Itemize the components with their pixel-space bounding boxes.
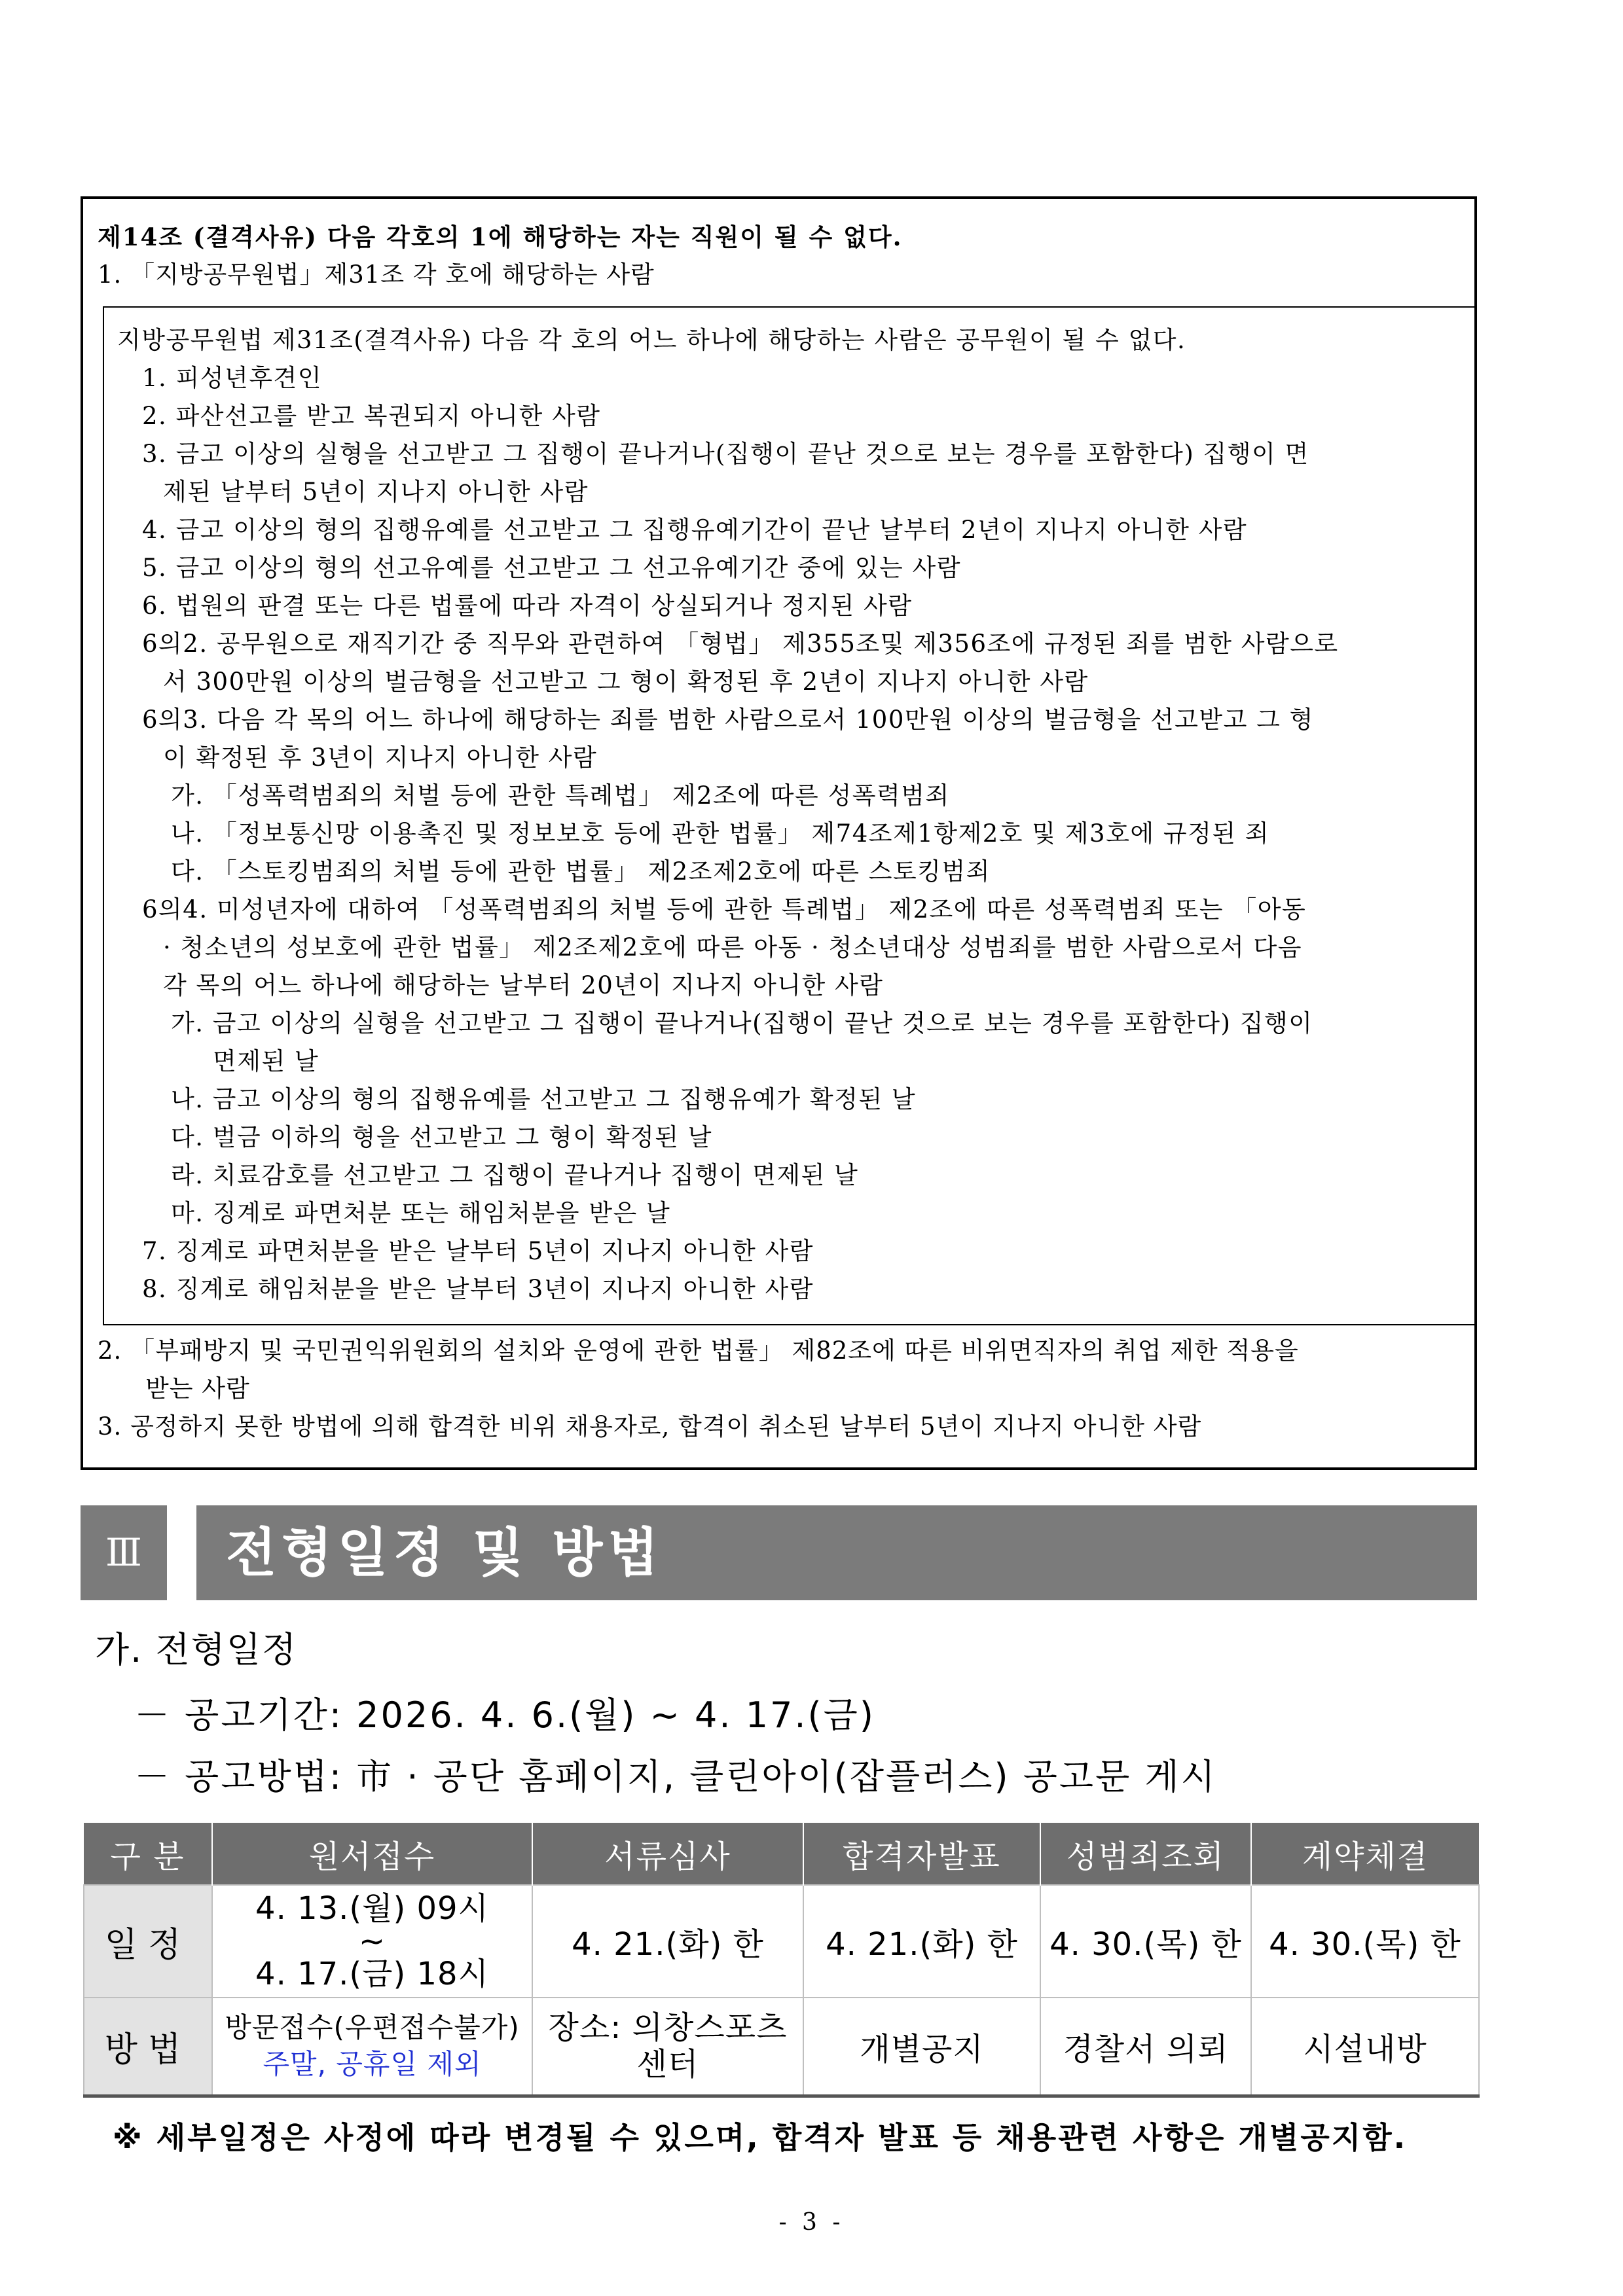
law-line: · 청소년의 성보호에 관한 법률」 제2조제2호에 따른 아동 · 청소년대상 성범죄를 범한 사람으로서 다음 <box>163 933 1302 961</box>
header-announcement: 합격자발표 <box>803 1823 1040 1885</box>
law-line: 다. 벌금 이하의 형을 선고받고 그 형이 확정된 날 <box>171 1123 712 1151</box>
law-line: 가. 「성폭력범죄의 처벌 등에 관한 특례법」 제2조에 따른 성폭력범죄 <box>171 781 950 810</box>
cell-announcement-method: 개별공지 <box>803 1998 1040 2096</box>
application-start: 4. 13.(월) 09시 <box>255 1890 489 1927</box>
table-header-row <box>84 1823 1479 1885</box>
law-line: 2. 파산선고를 받고 복권되지 아니한 사람 <box>142 402 601 430</box>
law-line: 1. 피성년후견인 <box>142 364 323 392</box>
article-item-2: 2. 「부패방지 및 국민권익위원회의 설치와 운영에 관한 법률」 제82조에 따른 비위면직자의 취업 제한 적용을 <box>98 1336 1299 1365</box>
law-line: 각 목의 어느 하나에 해당하는 날부터 20년이 지나지 아니한 사람 <box>163 971 884 999</box>
quoted-law-box <box>103 306 1477 1325</box>
section-heading-bar <box>196 1505 1477 1600</box>
law-line: 이 확정된 후 3년이 지나지 아니한 사람 <box>163 744 598 772</box>
article-item-2-cont: 받는 사람 <box>145 1374 250 1403</box>
application-method-note: 주말, 공휴일 제외 <box>263 2048 482 2081</box>
schedule-table <box>83 1823 1480 2098</box>
section-title: 전형일정 및 방법 <box>226 1522 664 1583</box>
cell-document-review-method: 장소: 의창스포츠센터 <box>532 1998 803 2096</box>
header-category: 구 분 <box>84 1823 212 1885</box>
application-method-text: 방문접수(우편접수불가) <box>225 2011 520 2044</box>
law-line: 7. 징계로 파면처분을 받은 날부터 5년이 지나지 아니한 사람 <box>142 1237 814 1265</box>
law-line: 3. 금고 이상의 실형을 선고받고 그 집행이 끝나거나(집행이 끝난 것으로 보는 경우를 포함한다) 집행이 면 <box>142 440 1309 468</box>
row-label-schedule: 일정 <box>84 1885 212 1998</box>
notice-method: － 공고방법: 市 · 공단 홈페이지, 클린아이(잡플러스) 공고문 게시 <box>134 1756 1217 1797</box>
law-line: 6의3. 다음 각 목의 어느 하나에 해당하는 죄를 범한 사람으로서 100만원 이상의 벌금형을 선고받고 그 형 <box>142 706 1314 734</box>
article-item-3: 3. 공정하지 못한 방법에 의해 합격한 비위 채용자로, 합격이 취소된 날부터 5년이 지나지 아니한 사람 <box>98 1412 1202 1441</box>
notice-period: － 공고기간: 2026. 4. 6.(월) ~ 4. 17.(금) <box>134 1695 875 1736</box>
article-title: 제14조 (결격사유) 다음 각호의 1에 해당하는 자는 직원이 될 수 없다. <box>98 223 903 251</box>
article-item-1: 1. 「지방공무원법」제31조 각 호에 해당하는 사람 <box>98 260 655 289</box>
section-number: Ⅲ <box>81 1505 167 1600</box>
header-document-review: 서류심사 <box>532 1823 803 1885</box>
law-line: 면제된 날 <box>213 1047 319 1075</box>
cell-document-review-date: 4. 21.(화) 한 <box>532 1885 803 1998</box>
header-application: 원서접수 <box>212 1823 532 1885</box>
application-end: 4. 17.(금) 18시 <box>255 1956 489 1992</box>
law-line: 나. 「정보통신망 이용촉진 및 정보보호 등에 관한 법률」 제74조제1항제2호 및 제3호에 규정된 죄 <box>171 819 1270 848</box>
law-line: 가. 금고 이상의 실형을 선고받고 그 집행이 끝나거나(집행이 끝난 것으로 보는 경우를 포함한다) 집행이 <box>171 1009 1313 1037</box>
law-line: 6의2. 공무원으로 재직기간 중 직무와 관련하여 「형법」 제355조및 제356조에 규정된 죄를 범한 사람으로 <box>142 630 1339 658</box>
sub-heading: 가. 전형일정 <box>95 1629 298 1670</box>
law-line: 제된 날부터 5년이 지나지 아니한 사람 <box>163 478 589 506</box>
application-tilde: ~ <box>358 1923 386 1960</box>
cell-application-dates <box>212 1885 532 1998</box>
cell-application-method <box>212 1998 532 2096</box>
law-line: 5. 금고 이상의 형의 선고유예를 선고받고 그 선고유예기간 중에 있는 사람 <box>142 554 961 582</box>
page-number: - 3 - <box>778 2209 845 2236</box>
law-line: 6. 법원의 판결 또는 다른 법률에 따라 자격이 상실되거나 정지된 사람 <box>142 592 913 620</box>
law-line: 4. 금고 이상의 형의 집행유예를 선고받고 그 집행유예기간이 끝난 날부터 2년이 지나지 아니한 사람 <box>142 516 1248 544</box>
quoted-law-intro: 지방공무원법 제31조(결격사유) 다음 각 호의 어느 하나에 해당하는 사람은 공무원이 될 수 없다. <box>117 326 1186 354</box>
header-crime-check: 성범죄조회 <box>1040 1823 1251 1885</box>
article-box <box>81 196 1477 1470</box>
table-row <box>84 1998 1479 2096</box>
law-line: 서 300만원 이상의 벌금형을 선고받고 그 형이 확정된 후 2년이 지나지 아니한 사람 <box>163 668 1089 696</box>
cell-contract-date: 4. 30.(목) 한 <box>1251 1885 1479 1998</box>
cell-crime-check-method: 경찰서 의뢰 <box>1040 1998 1251 2096</box>
cell-contract-method: 시설내방 <box>1251 1998 1479 2096</box>
law-line: 라. 치료감호를 선고받고 그 집행이 끝나거나 집행이 면제된 날 <box>171 1161 859 1189</box>
law-line: 6의4. 미성년자에 대하여 「성폭력범죄의 처벌 등에 관한 특례법」 제2조에 따른 성폭력범죄 또는 「아동 <box>142 895 1307 924</box>
header-contract: 계약체결 <box>1251 1823 1479 1885</box>
law-line: 다. 「스토킹범죄의 처벌 등에 관한 법률」 제2조제2호에 따른 스토킹범죄 <box>171 857 991 886</box>
row-label-method: 방법 <box>84 1998 212 2096</box>
table-row <box>84 1885 1479 1998</box>
cell-crime-check-date: 4. 30.(목) 한 <box>1040 1885 1251 1998</box>
cell-announcement-date: 4. 21.(화) 한 <box>803 1885 1040 1998</box>
footnote: ※ 세부일정은 사정에 따라 변경될 수 있으며, 합격자 발표 등 채용관련 사항은 개별공지함. <box>113 2120 1408 2155</box>
law-line: 나. 금고 이상의 형의 집행유예를 선고받고 그 집행유예가 확정된 날 <box>171 1085 917 1113</box>
law-line: 마. 징계로 파면처분 또는 해임처분을 받은 날 <box>171 1199 671 1227</box>
law-line: 8. 징계로 해임처분을 받은 날부터 3년이 지나지 아니한 사람 <box>142 1275 814 1303</box>
